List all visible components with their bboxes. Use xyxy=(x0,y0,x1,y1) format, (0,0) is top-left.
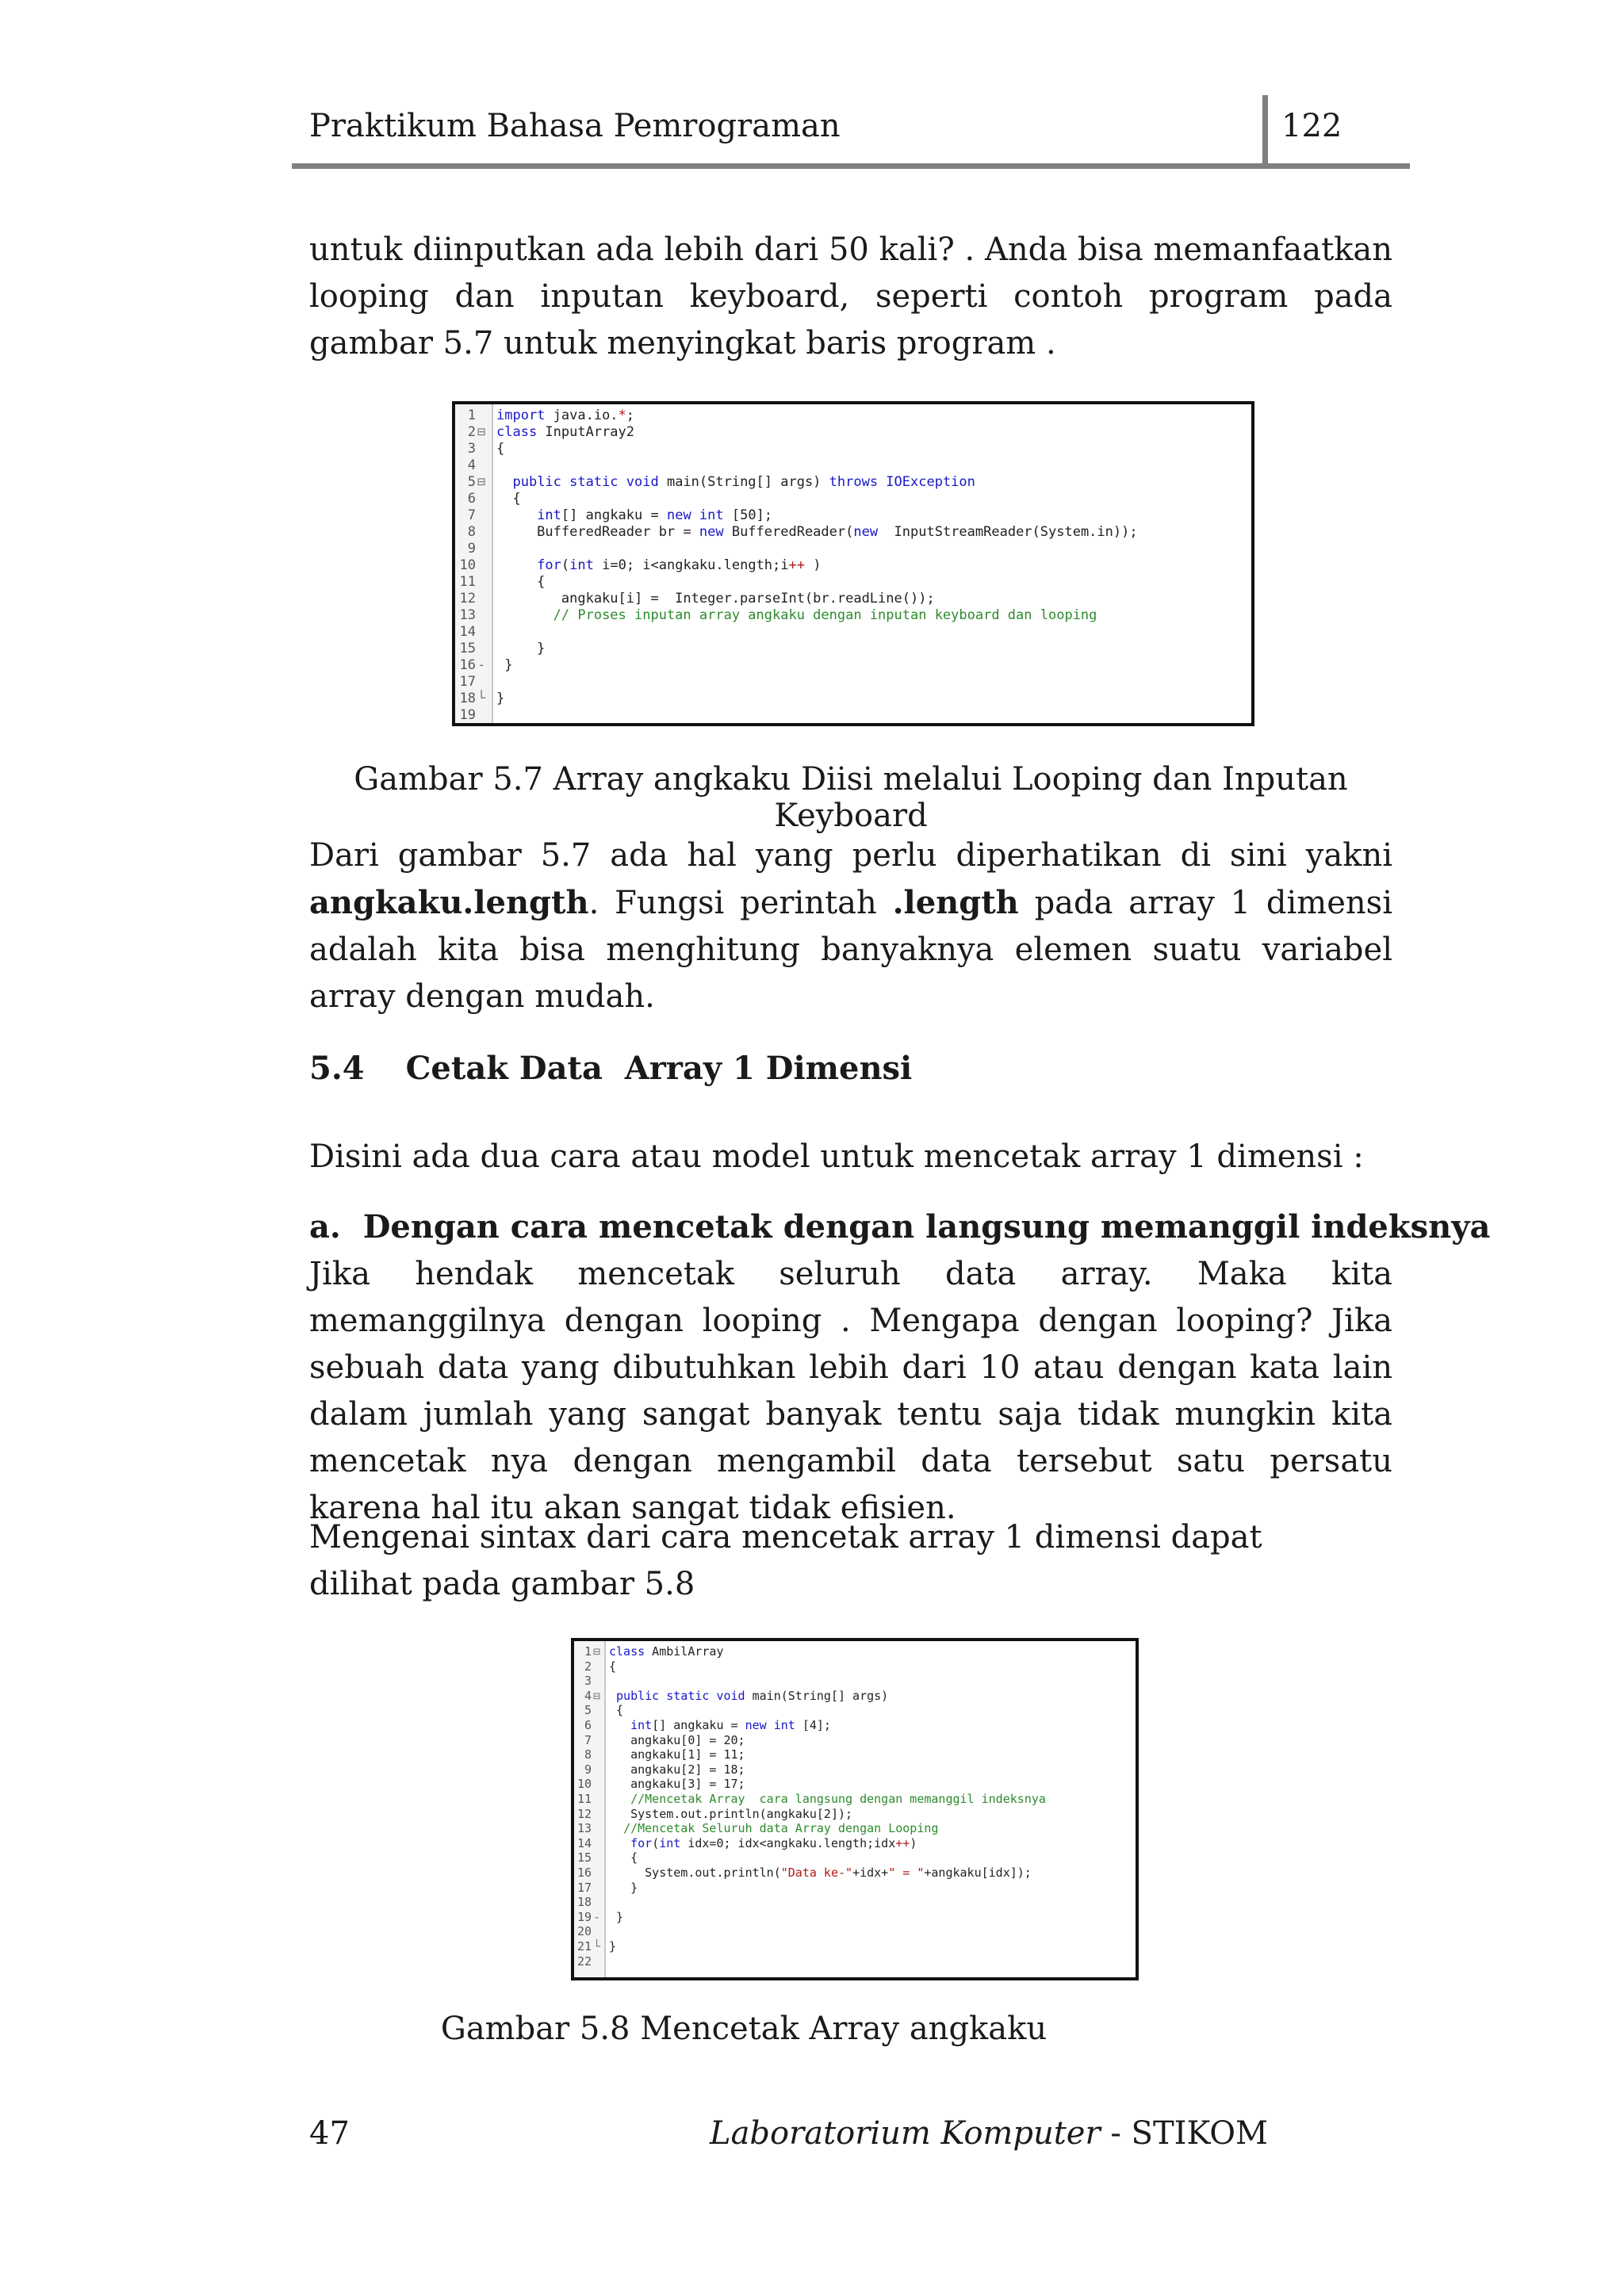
section-title: Cetak Data Array 1 Dimensi xyxy=(405,1050,913,1087)
line-number: 5 xyxy=(467,474,476,490)
line-number: 10 xyxy=(576,1777,592,1792)
code-token: } xyxy=(496,657,513,673)
line-number: 13 xyxy=(459,607,476,623)
code-token: class xyxy=(609,1644,645,1659)
code-line xyxy=(609,1644,724,1659)
code-token xyxy=(609,1836,630,1850)
paragraph-text: . Fungsi perintah xyxy=(588,885,893,921)
code-token: ++ xyxy=(788,557,805,573)
code-line xyxy=(609,1821,938,1836)
code-token: new int xyxy=(666,507,724,523)
code-token xyxy=(496,507,537,523)
code-token xyxy=(496,557,537,573)
fold-marker-icon: ⊟ xyxy=(477,424,486,440)
code-line xyxy=(609,1659,616,1674)
line-number: 3 xyxy=(467,441,476,457)
code-token: [] angkaku = xyxy=(652,1718,745,1732)
bold-term-length: .length xyxy=(892,884,1019,921)
code-line xyxy=(609,1762,745,1777)
line-number: 22 xyxy=(576,1954,592,1969)
code-token: ) xyxy=(805,557,822,573)
code-token: for xyxy=(537,557,561,573)
line-number: 6 xyxy=(467,491,476,507)
code-token: class xyxy=(496,424,538,440)
line-number: 1 xyxy=(467,408,476,423)
code-token: InputArray2 xyxy=(537,424,635,440)
code-token: * xyxy=(618,408,626,423)
code-token: for xyxy=(630,1835,653,1850)
line-number: 2 xyxy=(584,1659,592,1674)
header-title: Praktikum Bahasa Pemrograman xyxy=(309,108,841,144)
code-line xyxy=(609,1718,831,1733)
line-number: 11 xyxy=(576,1792,592,1806)
code-line xyxy=(609,1850,638,1866)
intro-print-methods: Disini ada dua cara atau model untuk mencetak array 1 dimensi : xyxy=(309,1138,1364,1175)
code-token: } xyxy=(496,641,546,656)
code-token: import xyxy=(496,408,546,423)
line-number: 12 xyxy=(576,1806,592,1821)
code-token: //Mencetak Array cara langsung dengan memanggil indeksnya xyxy=(630,1792,1046,1806)
line-number: 3 xyxy=(584,1674,592,1689)
fold-marker-icon: - xyxy=(477,657,486,673)
code-token: i=0; i<angkaku.length;i xyxy=(593,557,789,573)
code-figure-5-8 xyxy=(571,1638,1139,1980)
code-token: [4]; xyxy=(795,1718,831,1732)
line-number: 10 xyxy=(459,557,476,573)
code-token: public static void xyxy=(616,1688,745,1703)
figure-5-8-caption: Gambar 5.8 Mencetak Array angkaku xyxy=(440,2011,1048,2047)
paragraph-text: Dari gambar 5.7 ada hal yang perlu diperhatikan di sini yakni xyxy=(309,837,1392,874)
line-number: 12 xyxy=(459,591,476,607)
code-token: java.io. xyxy=(545,408,619,423)
code-token: idx=0; idx<angkaku.length;idx xyxy=(680,1835,896,1850)
line-number: 4 xyxy=(467,457,476,473)
code-token: angkaku[0] = 20; xyxy=(609,1732,745,1747)
code-token: +angkaku[idx]); xyxy=(924,1866,1032,1880)
line-number: 14 xyxy=(576,1835,592,1850)
code-token: { xyxy=(609,1659,617,1674)
line-number: 16 xyxy=(459,657,476,673)
code-line xyxy=(609,1689,888,1704)
figure-5-7-caption: Gambar 5.7 Array angkaku Diisi melalui Looping dan Inputan Keyboard xyxy=(354,761,1348,834)
fold-marker-icon: └ xyxy=(593,1939,601,1954)
line-number: 19 xyxy=(576,1909,592,1924)
paragraph-text: pada array 1 dimensi adalah kita bisa menghitung banyaknya elemen suatu variabel array dengan mudah. xyxy=(309,885,1392,1015)
line-number: 2 xyxy=(467,424,476,440)
code-line xyxy=(496,607,1097,624)
section-number: 5.4 xyxy=(309,1050,365,1087)
section-heading xyxy=(309,1050,912,1087)
code-line xyxy=(609,1836,917,1851)
code-token: } xyxy=(609,1909,624,1924)
footer-page-number: 47 xyxy=(309,2115,350,2152)
code-token: main(String[] args) xyxy=(745,1688,889,1703)
code-token: ( xyxy=(652,1835,660,1850)
line-number: 7 xyxy=(467,507,476,523)
code-token: } xyxy=(609,1939,617,1954)
code-token: { xyxy=(609,1850,638,1866)
code-token: int xyxy=(537,507,561,523)
line-number: 17 xyxy=(459,674,476,690)
footer-lab-italic: Laboratorium Komputer xyxy=(710,2115,1101,2152)
code-token: { xyxy=(496,441,505,457)
code-token: // Proses inputan array angkaku dengan inputan keyboard dan looping xyxy=(553,607,1097,623)
code-token: new xyxy=(699,524,724,540)
fold-marker-icon: └ xyxy=(477,691,486,706)
code-token: public static void xyxy=(512,474,659,490)
code-token: AmbilArray xyxy=(645,1644,724,1659)
code-line xyxy=(609,1703,623,1718)
subheading-method-a: a. Dengan cara mencetak dengan langsung memanggil indeksnya xyxy=(309,1208,1491,1246)
code-token: angkaku[1] = 11; xyxy=(609,1747,745,1762)
code-line xyxy=(496,657,512,674)
intro-paragraph: untuk diinputkan ada lebih dari 50 kali? . Anda bisa memanfaatkan looping dan inputan keyboard, seperti contoh program pada gambar 5.7 untuk menyingkat baris program . xyxy=(309,232,1392,362)
code-line xyxy=(496,591,935,607)
code-token: { xyxy=(496,574,546,590)
line-number: 8 xyxy=(584,1747,592,1762)
code-line xyxy=(496,441,504,457)
code-token xyxy=(496,607,553,623)
code-token: { xyxy=(609,1703,624,1718)
code-token: ; xyxy=(626,408,635,423)
line-number: 18 xyxy=(576,1895,592,1910)
paragraph-length-explanation xyxy=(309,832,1392,1020)
line-number: 9 xyxy=(467,541,476,557)
code-token: int xyxy=(630,1718,653,1732)
code-token: new int xyxy=(745,1718,795,1732)
footer-lab-rest: - STIKOM xyxy=(1100,2115,1268,2152)
code-line xyxy=(496,408,634,424)
fold-marker-icon: ⊟ xyxy=(477,474,486,490)
header-rule xyxy=(292,163,1410,169)
line-number: 17 xyxy=(576,1880,592,1895)
code-token: +idx+ xyxy=(852,1866,889,1880)
code-line xyxy=(609,1792,1046,1807)
code-line xyxy=(609,1910,623,1925)
fold-marker-icon: ⊟ xyxy=(593,1688,601,1703)
code-token: int xyxy=(659,1835,681,1850)
code-line xyxy=(496,524,1138,541)
code-line xyxy=(496,424,634,441)
code-token: BufferedReader br = xyxy=(496,524,699,540)
line-number: 20 xyxy=(576,1924,592,1939)
line-number: 8 xyxy=(467,524,476,540)
code-token: { xyxy=(496,491,521,507)
code-token: int xyxy=(569,557,594,573)
code-line xyxy=(609,1939,616,1954)
code-token xyxy=(609,1821,623,1835)
code-line xyxy=(609,1807,852,1822)
code-line xyxy=(609,1777,745,1792)
code-token xyxy=(609,1792,630,1806)
code-token: } xyxy=(609,1880,638,1895)
code-line xyxy=(496,641,545,657)
line-number: 11 xyxy=(459,574,476,590)
code-token: main(String[] args) xyxy=(658,474,829,490)
code-line xyxy=(496,557,821,574)
line-number: 14 xyxy=(459,624,476,640)
code-token: "Data ke-" xyxy=(780,1866,853,1880)
fold-marker-icon: ⊟ xyxy=(593,1644,601,1659)
header-divider-vertical xyxy=(1262,95,1268,168)
code-line xyxy=(496,474,975,491)
code-line xyxy=(496,574,545,591)
line-number: 15 xyxy=(576,1850,592,1866)
code-token xyxy=(609,1689,616,1703)
code-token: throws IOException xyxy=(829,474,975,490)
header-page-number: 122 xyxy=(1281,108,1342,144)
line-number: 15 xyxy=(459,641,476,656)
code-token: angkaku[i] = Integer.parseInt(br.readLine()); xyxy=(496,591,935,607)
code-token: angkaku[3] = 17; xyxy=(609,1777,745,1792)
code-line xyxy=(609,1747,745,1762)
footer-lab-name xyxy=(710,2115,1268,2152)
code-figure-5-7 xyxy=(452,401,1254,726)
code-token: BufferedReader( xyxy=(723,524,854,540)
code-token: InputStreamReader(System.in)); xyxy=(878,524,1138,540)
line-number: 18 xyxy=(459,691,476,706)
code-token: " = " xyxy=(888,1866,925,1880)
code-line xyxy=(609,1733,745,1748)
code-line xyxy=(496,691,504,707)
line-number: 4 xyxy=(584,1688,592,1703)
line-number: 9 xyxy=(584,1762,592,1777)
code-token: [50]; xyxy=(723,507,773,523)
code-line xyxy=(609,1866,1032,1881)
line-number: 13 xyxy=(576,1821,592,1836)
paragraph-looping-explanation: Jika hendak mencetak seluruh data array. Maka kita memanggilnya dengan looping . Mengapa dengan looping? Jika sebuah data yang dibutuhkan lebih dari 10 atau dengan kata lain dalam jumlah yang sangat banyak tentu saja tidak mungkin kita mencetak nya dengan mengambil data tersebut satu persatu karena hal itu akan sangat tidak efisien. xyxy=(309,1256,1392,1526)
code-token xyxy=(609,1718,630,1732)
code-token: System.out.println( xyxy=(609,1866,781,1880)
code-token xyxy=(496,474,512,490)
line-number: 5 xyxy=(584,1703,592,1718)
code-line xyxy=(609,1881,638,1896)
code-token: //Mencetak Seluruh data Array dengan Looping xyxy=(623,1821,939,1836)
code-token: [] angkaku = xyxy=(561,507,667,523)
code-line xyxy=(496,491,521,507)
page-header xyxy=(292,95,1410,168)
code-token: new xyxy=(853,524,879,540)
code-token: System.out.println(angkaku[2]); xyxy=(609,1806,853,1821)
paragraph-syntax-reference: Mengenai sintax dari cara mencetak array 1 dimensi dapat dilihat pada gambar 5.8 xyxy=(309,1519,1262,1602)
code-token: } xyxy=(496,691,505,706)
line-number: 6 xyxy=(584,1718,592,1732)
bold-term-angkaku-length: angkaku.length xyxy=(309,884,589,921)
fold-marker-icon: - xyxy=(593,1909,601,1924)
line-number: 1 xyxy=(584,1644,592,1659)
code-line xyxy=(496,507,772,524)
line-number: 19 xyxy=(459,707,476,723)
line-number: 21 xyxy=(576,1939,592,1954)
code-token: ++ xyxy=(895,1835,910,1850)
line-number: 16 xyxy=(576,1866,592,1880)
line-number: 7 xyxy=(584,1732,592,1747)
code-token: ) xyxy=(910,1835,917,1850)
code-token: angkaku[2] = 18; xyxy=(609,1762,745,1777)
code-token: ( xyxy=(561,557,570,573)
